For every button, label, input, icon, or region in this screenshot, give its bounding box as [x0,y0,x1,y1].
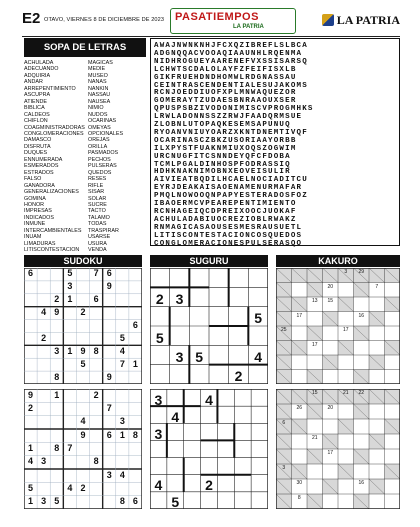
word-item: ESMERADOS [24,163,59,170]
grid-row: QPUSPSBZIVODONIMISCVPROGMHKS [154,105,314,114]
brand [322,13,400,28]
word-item: INMUNE [24,221,46,228]
grid-row: GOMERAYTZUDAESBNRAAOUXSER [154,97,297,106]
brand-mark-icon [322,14,334,26]
clue-number: 16 [358,480,365,486]
given-number: 4 [154,477,163,494]
given-number: 4 [28,456,34,467]
clue-number: 8 [297,495,301,501]
sudoku-title: SUDOKU [24,255,142,267]
given-number: 8 [54,443,60,453]
given-number: 2 [155,291,164,307]
sudoku-grid-2 [24,389,142,509]
word-item: GENERALIZACIONES [24,189,79,196]
given-number: 3 [41,456,47,467]
grid-row: RNMAGICASAOUSESMESRAUSUETL [154,223,303,232]
given-number: 8 [93,456,99,467]
word-search-grid [150,38,400,246]
word-item: RESES [88,176,107,183]
given-number: 1 [28,443,34,453]
given-number: 2 [234,368,243,385]
clue-number: 3 [344,269,348,275]
given-number: 5 [67,268,73,279]
word-item: NANKIN [88,85,109,92]
word-item: SISAR [88,189,105,196]
given-number: 9 [80,345,86,356]
word-item: ASCUPRA [24,92,51,99]
word-item: SUCRE [88,201,107,208]
given-number: 3 [119,416,125,427]
word-item: OREJAS [88,137,110,144]
grid-row: NIDHROGUEYAARENEFVXSSISARSQ [154,57,308,66]
word-item: INUAM [24,234,42,241]
clue-number: 20 [327,405,334,411]
word-item: GOMINA [24,195,46,202]
section-logo [170,8,296,34]
given-number: 2 [205,477,213,494]
header-rule [22,36,400,37]
clue-number: 30 [296,480,303,486]
grid-row: EYRJDEAKAISAOENAMENURMAFAR [154,184,303,193]
given-number: 7 [106,403,112,413]
given-number: 1 [119,429,125,440]
suguru-grid-2 [150,389,268,509]
clue-number: 15 [327,298,334,304]
given-number: 4 [67,483,73,493]
given-number: 3 [41,496,47,507]
sudoku-grid-1 [24,268,142,384]
given-number: 7 [67,443,73,453]
word-item: MEDIE [88,66,106,73]
word-item: CALDEOS [24,111,50,118]
clue-number: 17 [296,312,303,319]
given-number: 2 [54,294,60,305]
suguru-grid-1 [150,268,268,384]
word-item: HONOR [24,201,45,208]
given-number: 9 [106,371,112,382]
given-number: 8 [119,496,125,507]
clue-number: 25 [280,327,287,333]
given-number: 2 [80,307,86,318]
given-number: 5 [28,483,34,493]
clue-number: 17 [327,450,334,456]
kakuro-title: KAKURO [276,255,400,267]
word-item: FALSO [24,176,42,183]
grid-row: LITISCONTESTACIONCOSQUEDOS [154,231,303,240]
word-item: NASSAU [88,92,111,99]
kakuro-grid-2 [276,389,400,509]
word-item: OCARINAS [88,118,117,125]
word-item: IMPRESAS [24,208,52,215]
word-item: ORILLA [88,143,108,150]
given-number: 6 [106,429,112,440]
clue-number: 21 [342,390,349,396]
given-number: 3 [154,425,163,442]
word-item: TRASPIRAR [88,227,119,234]
given-number: 2 [28,403,34,413]
clue-number: 3 [282,465,286,471]
given-number: 3 [154,391,163,408]
word-item: NANAS [88,79,107,86]
given-number: 9 [54,307,60,318]
given-number: 3 [67,281,73,292]
word-item: ARREPENTIMIENTO [24,85,76,92]
word-item: CHIFLON [24,118,48,125]
word-item: BIBLICA [24,105,45,112]
grid-row: ZLOBNLUTOPAQKESEMSAPUNUQ [154,121,291,129]
word-item: DUQUES [24,150,48,157]
word-item: TODAS [88,221,107,228]
grid-row: AWAJNWNKNHJFCXQZIBREFLSLBCA [154,42,308,50]
given-number: 2 [41,332,47,343]
word-item: CONGLOMERACIONES [24,130,84,137]
given-number: 6 [28,268,34,279]
clue-number: 20 [327,283,334,290]
given-number: 2 [80,483,86,493]
word-item: ENNUMERADA [24,156,63,163]
given-number: 3 [175,349,184,365]
given-number: 6 [106,268,112,279]
word-item: ACHULADA [24,60,54,66]
grid-row: CONGLOMERACIONESPULSERASQO [154,239,303,248]
given-number: 4 [119,469,125,480]
clue-number: 15 [311,390,318,396]
given-number: 5 [54,496,60,507]
word-item: QUEDOS [88,169,112,176]
logo-text: PASATIEMPOS [175,11,259,23]
clue-number: 26 [296,405,303,411]
grid-row: PMQLNOWOOQNPAPYESTERADOSFOZ [154,192,308,201]
sopa-title: SOPA DE LETRAS [24,38,146,57]
grid-row: RCNHAGEIQCDPREIXOOCJUOKAF [154,207,297,216]
word-item: OMEYAS [88,124,111,131]
word-item: ESTRADOS [24,169,54,176]
grid-row: GIKFRUEHDNDHOMWLRDGNASSAU [154,73,297,82]
given-number: 7 [93,268,99,279]
given-number: 5 [119,332,125,343]
given-number: 8 [93,345,99,356]
clue-number: 29 [358,269,365,275]
word-item: INTERCAMBIENTALES [24,227,82,234]
grid-row: LCHWTSCDALOLAYFZFEIFISXLB [154,65,297,74]
given-number: 5 [254,310,263,327]
grid-row: OCARINASCZBKZUSORIAAYORBB [154,136,297,145]
given-number: 4 [80,416,86,427]
grid-row: IBAOERMCVPEAREPENTIMIENTO [154,200,297,208]
grid-row: RYOANVNIUYOARZXKNTDNEMTIVQF [154,128,308,137]
word-item: NUDOS [88,111,108,118]
clue-number: 17 [311,341,318,348]
word-item: ADECUANDO [24,66,59,73]
brand-name: LA PATRIA [336,13,400,27]
word-item: MAGICAS [88,60,113,66]
grid-row: URCNUGFITCSNNDEYQFCFDOBA [154,152,291,161]
kakuro-grid-1 [276,268,400,384]
word-item: PECHOS [88,156,111,163]
word-item: OPCIONALES [88,130,124,137]
word-item: TACTO [88,208,106,215]
logo-subtext: LA PATRIA [233,24,264,30]
word-list-col1 [24,60,85,254]
given-number: 4 [205,391,213,408]
clue-number: 16 [358,312,365,319]
word-item: RIFLE [88,182,104,189]
given-number: 1 [54,389,60,400]
grid-row: HDHKNAKNIMOBNXEOVEISULIR [154,168,291,177]
clue-number: 17 [342,327,349,333]
given-number: 6 [132,320,138,330]
word-item: COAGMINISTRADORAS [24,124,85,131]
grid-row: LRWLADONNSSZZRWJFAADQRMSUE [154,113,303,122]
word-item: ADQUIRIA [24,72,51,79]
suguru-title: SUGURU [150,255,268,267]
given-number: 4 [41,307,47,318]
word-item: INDICADOS [24,214,54,221]
word-item: PASMADOS [88,150,119,157]
word-item: NIMIO [88,105,104,112]
grid-row: ACHULADABIUOCREZIOBLRWAKZ [154,215,297,224]
grid-row: RCNJOEDDIUOFXPLMNWAQUEZOR [154,89,297,98]
word-item: DISFRUTA [24,143,51,150]
given-number: 4 [119,345,125,356]
word-item: NAUSEA [88,98,111,105]
given-number: 9 [80,429,86,440]
given-number: 1 [132,358,138,369]
word-item: ATIENDE [24,98,47,105]
given-number: 3 [54,345,60,356]
given-number: 4 [171,408,180,425]
dateline: OTAVO, VIERNES 8 DE DICIEMBRE DE 2023 [44,17,165,23]
word-item: SOLAR [88,195,107,202]
given-number: 7 [119,358,125,369]
page-number: E2 [22,10,41,27]
word-item: GANADORA [24,182,55,189]
grid-row: ADGNQQACVOOAQIAAUNHLRQENMA [154,49,303,58]
word-item: LITISCONTESTACION [24,247,80,254]
word-item: PULSERAS [88,163,117,170]
given-number: 5 [171,494,180,511]
given-number: 6 [132,496,138,507]
clue-number: 22 [358,390,365,396]
given-number: 3 [106,469,112,480]
word-item: TALAMO [88,214,110,221]
given-number: 6 [93,294,99,305]
clue-number: 13 [311,298,318,304]
grid-row: AIVIEATBQDILHCAELNOCIADITCU [154,176,308,185]
clue-number: 7 [375,283,379,290]
word-item: DAMASCO [24,137,52,144]
given-number: 3 [175,291,184,307]
given-number: 4 [254,349,263,365]
grid-row: TCMLPGALDINHOSPFODRASSIQ [154,160,291,169]
clue-number: 6 [282,420,286,426]
given-number: 5 [80,358,86,369]
given-number: 8 [132,429,138,440]
sopa-panel [22,38,147,254]
word-item: USARSE [88,234,111,241]
word-item: VENDA [88,247,107,254]
word-item: USURA [88,240,107,247]
grid-row: CEINTRASCENDENTIALESUJAKOMS [154,81,308,90]
given-number: 5 [195,349,204,365]
given-number: 1 [67,294,73,305]
page-header [22,8,400,38]
given-number: 9 [106,281,112,292]
given-number: 8 [54,371,60,382]
grid-row: ILXPYSTFUAKNMIUXOQSZOGWIM [154,144,297,153]
word-list-col2 [88,60,123,254]
given-number: 1 [28,496,34,507]
given-number: 5 [155,329,164,346]
word-item: ANDAR [24,79,43,86]
word-item: LIMADURAS [24,240,56,247]
given-number: 2 [93,389,99,400]
given-number: 1 [67,345,73,356]
word-item: MUSEO [88,72,108,79]
given-number: 9 [28,389,34,400]
clue-number: 21 [311,435,318,441]
